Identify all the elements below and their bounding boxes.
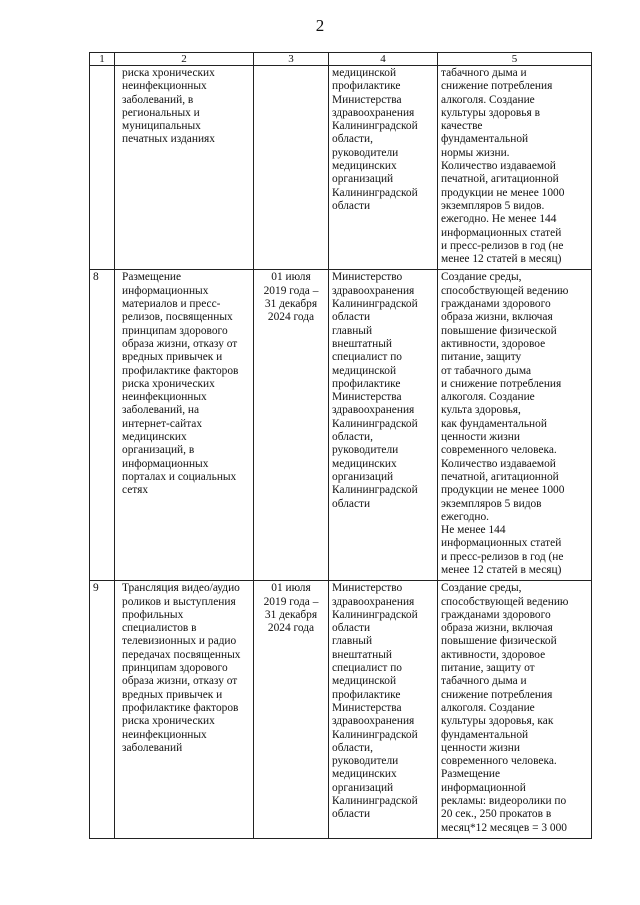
- page-number: 2: [315, 16, 325, 35]
- column-number-5: 5: [438, 53, 592, 66]
- table-row: [90, 66, 592, 270]
- plan-table: [89, 52, 592, 839]
- table-row: [90, 270, 592, 581]
- column-number-3: 3: [254, 53, 329, 66]
- executor-cell: [329, 581, 438, 839]
- table-header-row: [90, 53, 592, 66]
- executor-cell: [329, 66, 438, 270]
- action-text: Трансляция видео/аудио роликов и выступления профильных специалистов в телевизионных и радио передачах посвященных принципам здорового образа жизни, отказу от вредных привычек и профилактике факторов риска хронических неинфекционных заболеваний: [122, 582, 241, 754]
- table-row: [90, 581, 592, 839]
- result-text: Создание среды, способствующей ведению гражданами здорового образа жизни, включая повышение физической активности, здоровое питание, защиту от табачного дыма и снижение потребления алкоголя. Создание культуры здоровья, как фундаментальной ценности жизни современного человека. Размещение информационной рекламы: видеоролики по 20 сек., 250 прокатов в месяц*12 месяцев = 3 000: [441, 582, 569, 834]
- executor-cell: [329, 270, 438, 581]
- column-number-1: 1: [90, 53, 115, 66]
- period-text: 01 июля 2019 года – 31 декабря 2024 года: [263, 582, 319, 635]
- row-number: 9: [90, 581, 115, 839]
- action-text: Размещение информационных материалов и пресс- релизов, посвященных принципам здорового образа жизни, отказу от вредных привычек и профилактике факторов риска хронических неинфекционных заболеваний, на интернет-сайтах медицинских организаций, в информационных порталах и социальных сетях: [122, 271, 239, 497]
- row-number: 8: [90, 270, 115, 581]
- executor-text: медицинской профилактике Министерства здравоохранения Калининградской области, руководители медицинских организаций Калининградской области: [332, 67, 418, 212]
- action-cell: [115, 581, 254, 839]
- executor-text: Министерство здравоохранения Калининградской области главный внештатный специалист по медицинской профилактике Министерства здравоохранения Калининградской области, руководители медицинских организаций Калининградской области: [332, 271, 418, 510]
- action-text: риска хронических неинфекционных заболеваний, в региональных и муниципальных печатных изданиях: [122, 67, 215, 146]
- period-cell: [254, 581, 329, 839]
- action-cell: [115, 66, 254, 270]
- result-cell: [438, 581, 592, 839]
- column-number-4: 4: [329, 53, 438, 66]
- executor-text: Министерство здравоохранения Калининградской области главный внештатный специалист по медицинской профилактике Министерства здравоохранения Калининградской области, руководители медицинских организаций Калининградской области: [332, 582, 418, 821]
- column-number-2: 2: [115, 53, 254, 66]
- row-number: [90, 66, 115, 270]
- period-cell: [254, 66, 329, 270]
- action-cell: [115, 270, 254, 581]
- period-cell: [254, 270, 329, 581]
- result-cell: [438, 66, 592, 270]
- result-cell: [438, 270, 592, 581]
- result-text: табачного дыма и снижение потребления алкоголя. Создание культуры здоровья в качестве фундаментальной нормы жизни. Количество издаваемой печатной, агитационной продукции не менее 1000 экземпляров 5 видов. ежегодно. Не менее 144 информационных статей и пресс-релизов в год (не менее 12 статей в месяц): [441, 67, 565, 266]
- period-text: 01 июля 2019 года – 31 декабря 2024 года: [263, 271, 319, 324]
- result-text: Создание среды, способствующей ведению гражданами здорового образа жизни, включая повышение физической активности, здоровое питание, защиту от табачного дыма и снижение потребления алкоголя. Создание культа здоровья, как фундаментальной ценности жизни современного человека. Количество издаваемой печатной, агитационной продукции не менее 1000 экземпляров 5 видов ежегодно. Не менее 144 информационных статей и пресс-релизов в год (не менее 12 статей в месяц): [441, 271, 569, 576]
